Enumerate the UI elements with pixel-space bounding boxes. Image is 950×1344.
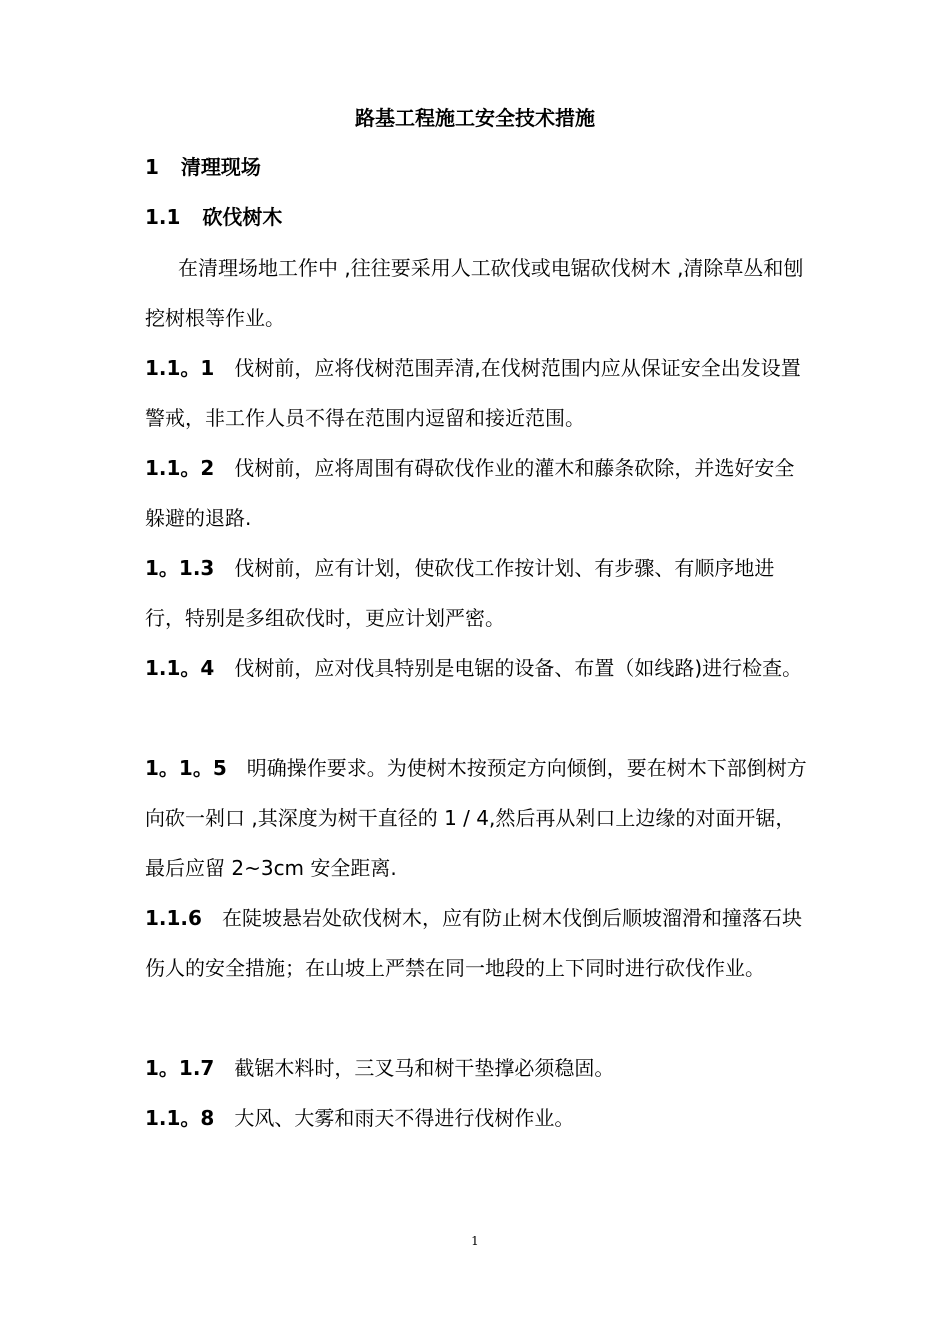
clause-number: 1.1.6 [145, 906, 202, 930]
clause-paragraph [145, 1043, 813, 1093]
clause-paragraph [145, 443, 813, 543]
clause-text: 伐树前，应将伐树范围弄清,在伐树范围内应从保证安全出发设置警戒，非工作人员不得在范围内逗留和接近范围。 [145, 356, 801, 430]
clause-number: 1.1。2 [145, 456, 215, 480]
clause-number: 1。1.3 [145, 556, 215, 580]
page-number: 1 [471, 1234, 479, 1248]
document-title: 路基工程施工安全技术措施 [355, 106, 595, 130]
clause-paragraph [145, 543, 813, 643]
clause-paragraph [145, 343, 813, 443]
clause-text: 伐树前，应对伐具特别是电锯的设备、布置（如线路)进行检查。 [234, 656, 803, 680]
clause-text: 伐树前，应有计划，使砍伐工作按计划、有步骤、有顺序地进行，特别是多组砍伐时，更应计划严密。 [145, 556, 775, 630]
clause-number: 1。1。5 [145, 756, 227, 780]
clause-paragraph [145, 743, 813, 893]
section-number: 1 [145, 155, 159, 179]
clause-paragraph [145, 643, 813, 693]
clause-paragraph [145, 893, 813, 993]
section-title: 清理现场 [180, 155, 261, 179]
subsection-heading [145, 199, 282, 235]
clause-text: 伐树前，应将周围有碍砍伐作业的灌木和藤条砍除，并选好安全躲避的退路. [145, 456, 795, 530]
clause-text: 大风、大雾和雨天不得进行伐树作业。 [234, 1106, 575, 1130]
clause-number: 1.1。8 [145, 1106, 215, 1130]
subsection-title: 砍伐树木 [202, 205, 283, 229]
subsection-number: 1.1 [145, 205, 181, 229]
clause-paragraph [145, 1093, 813, 1143]
clause-number: 1.1。1 [145, 356, 215, 380]
clause-text: 在陡坡悬岩处砍伐树木，应有防止树木伐倒后顺坡溜滑和撞落石块伤人的安全措施；在山坡上严禁在同一地段的上下同时进行砍伐作业。 [145, 906, 802, 980]
clause-text: 明确操作要求。为使树木按预定方向倾倒，要在树木下部倒树方向砍一剁口 ,其深度为树干直径的 1 / 4,然后再从剁口上边缘的对面开锯，最后应留 2~3cm 安全距离. [145, 756, 807, 880]
clause-text: 截锯木料时，三叉马和树干垫撑必须稳固。 [234, 1056, 615, 1080]
intro-paragraph: 在清理场地工作中 ,往往要采用人工砍伐或电锯砍伐树木 ,清除草丛和刨挖树根等作业。 [145, 256, 804, 330]
section-heading [145, 149, 261, 185]
clause-number: 1.1。4 [145, 656, 215, 680]
clause-number: 1。1.7 [145, 1056, 215, 1080]
